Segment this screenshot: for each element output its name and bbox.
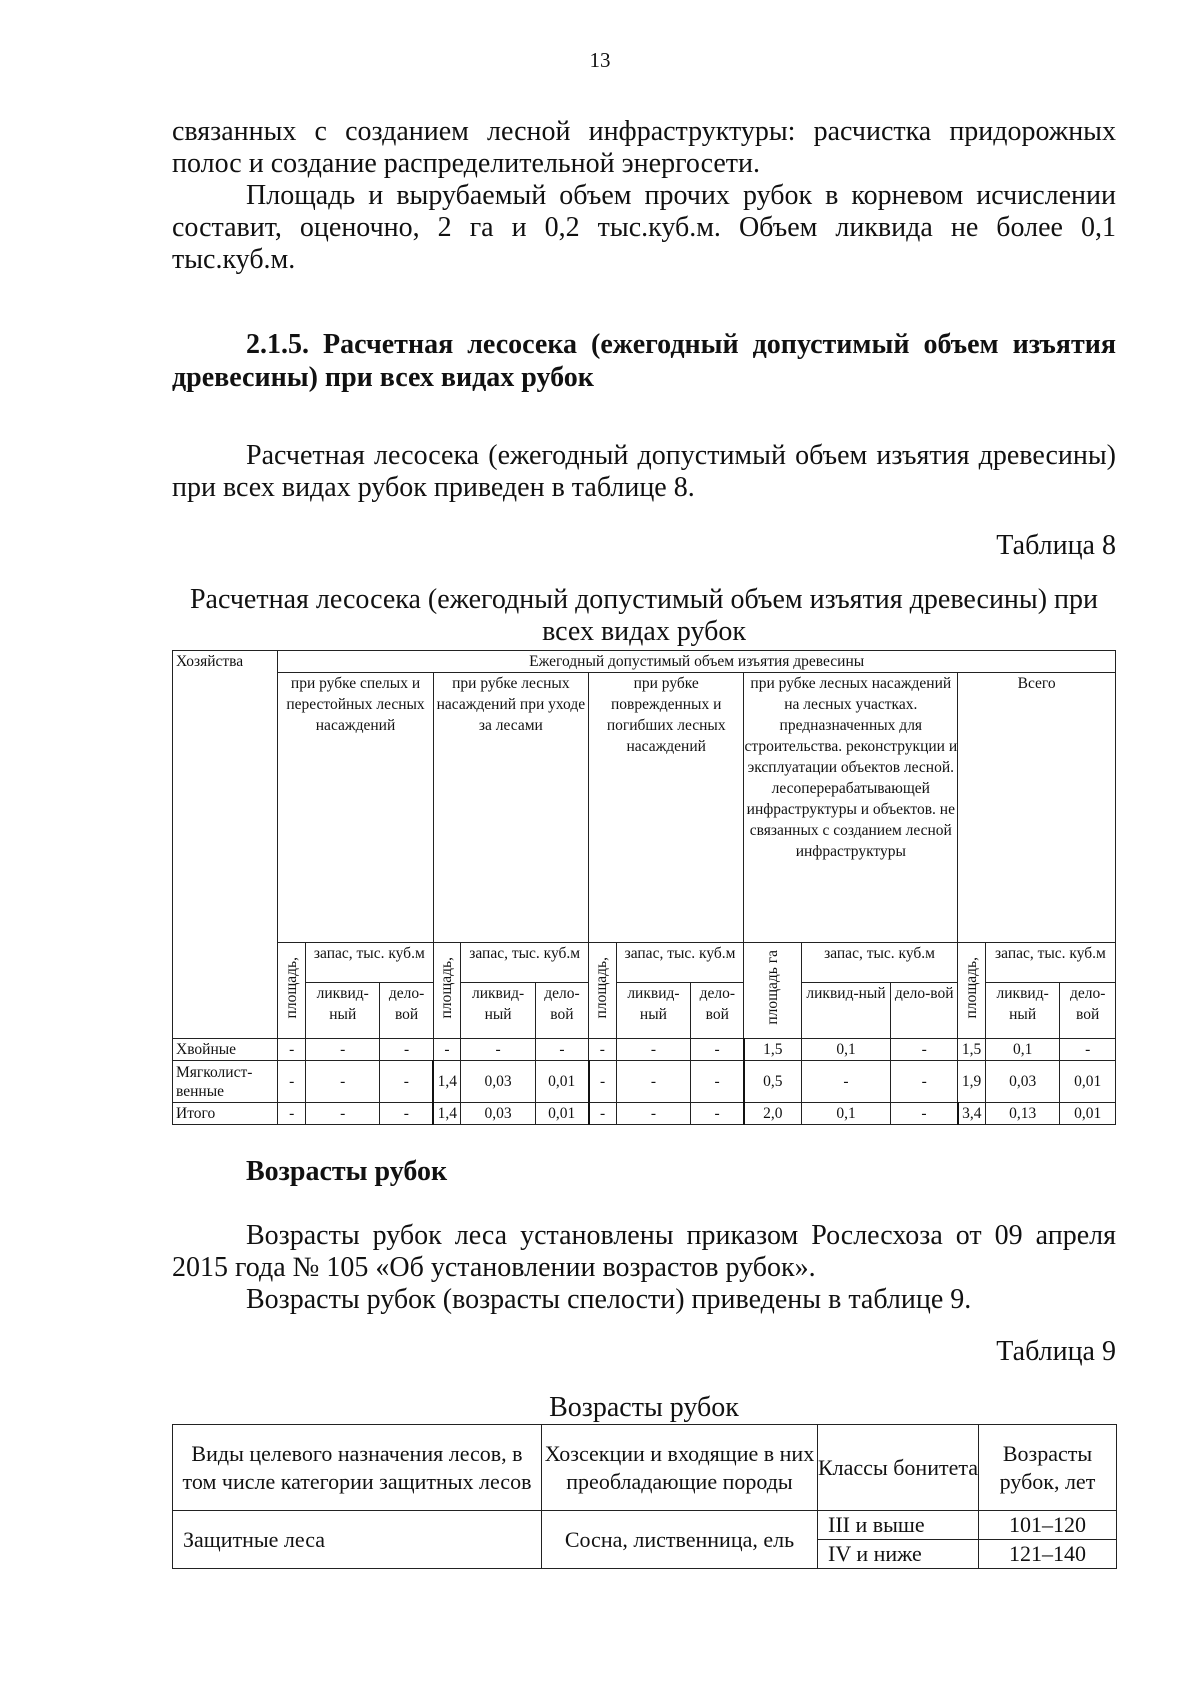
intro-paragraph-1: связанных с созданием лесной инфраструктуры: расчистка придорожных полос и создание распределительной энергосети. [172, 116, 1116, 179]
cell: 0,01 [535, 1061, 588, 1103]
ages-text [172, 1220, 1116, 1316]
table8-caption: Расчетная лесосека (ежегодный допустимый объем изъятия древесины) при всех видах рубок [189, 584, 1099, 647]
header-business: дело-вой [891, 983, 958, 1039]
cell: 1,5 [744, 1039, 801, 1061]
header-area-label: площадь га [763, 950, 781, 1025]
header-group-construction: при рубке лесных насаждений на лесных участках. предназначенных для строительства. реконструкции и эксплуатации объектов лесной. лесоперерабатывающей инфраструктуры и объектов. не связанных с созданием лесной инфраструктуры [744, 673, 958, 943]
cell: - [589, 1061, 617, 1103]
cell: - [691, 1103, 744, 1125]
cell: 0,01 [1060, 1061, 1116, 1103]
cell: - [306, 1039, 380, 1061]
cell: - [380, 1061, 433, 1103]
table8-intro [172, 440, 1116, 504]
cell: - [589, 1103, 617, 1125]
header-business: дело-вой [535, 983, 588, 1039]
header-liquid: ликвид-ный [985, 983, 1059, 1039]
cell: - [278, 1103, 306, 1125]
bonitet-cell: III и выше [818, 1511, 979, 1540]
header-area-label: площадь, [438, 956, 456, 1019]
cell: 0,01 [535, 1103, 588, 1125]
table8 [172, 650, 1116, 1125]
header-main: Ежегодный допустимый объем изъятия древесины [278, 651, 1116, 673]
header-stock-2: запас, тыс. куб.м [461, 943, 589, 983]
cell: 0,13 [985, 1103, 1059, 1125]
row-name: Итого [173, 1103, 278, 1125]
bonitet-cell: IV и ниже [818, 1540, 979, 1569]
cell: - [891, 1103, 958, 1125]
header-group-total: Всего [958, 673, 1116, 943]
cell: - [691, 1039, 744, 1061]
cell: 0,1 [801, 1039, 890, 1061]
header-liquid: ликвид-ный [801, 983, 890, 1039]
cell: - [691, 1061, 744, 1103]
cell: 1,9 [958, 1061, 986, 1103]
row-name: Хвойные [173, 1039, 278, 1061]
table8-label: Таблица 8 [996, 530, 1116, 561]
cell: - [616, 1039, 690, 1061]
cell: - [535, 1039, 588, 1061]
cell: - [616, 1103, 690, 1125]
cell: - [1060, 1039, 1116, 1061]
cell: - [801, 1061, 890, 1103]
table-row [173, 1103, 1116, 1125]
cell: 0,03 [985, 1061, 1059, 1103]
table9-label: Таблица 9 [996, 1336, 1116, 1367]
table8-intro-paragraph: Расчетная лесосека (ежегодный допустимый объем изъятия древесины) при всех видах рубок приведен в таблице 8. [172, 440, 1116, 503]
header-business: дело-вой [691, 983, 744, 1039]
cell: - [891, 1039, 958, 1061]
cell: - [433, 1039, 461, 1061]
table9-caption: Возрасты рубок [549, 1392, 739, 1423]
header-area-label: площадь, [962, 956, 980, 1019]
cell: - [278, 1039, 306, 1061]
cell: 3,4 [958, 1103, 986, 1125]
cell: - [278, 1061, 306, 1103]
cell: 0,03 [461, 1061, 535, 1103]
ages-paragraph-2: Возрасты рубок (возрасты спелости) приведены в таблице 9. [246, 1284, 972, 1315]
page-number: 13 [589, 48, 611, 72]
header-purpose: Виды целевого назначения лесов, в том числе категории защитных лесов [173, 1425, 542, 1511]
cell: 0,01 [1060, 1103, 1116, 1125]
cell: 1,4 [433, 1103, 461, 1125]
age-cell: 121–140 [979, 1540, 1117, 1569]
header-liquid: ликвид-ный [616, 983, 690, 1039]
header-farms: Хозяйства [173, 651, 278, 1039]
table-row [173, 1039, 1116, 1061]
cell: - [891, 1061, 958, 1103]
cell: 0,03 [461, 1103, 535, 1125]
purpose-cell: Защитные леса [173, 1511, 542, 1569]
header-group-care: при рубке лесных насаждений при уходе за лесами [433, 673, 588, 943]
header-stock-1: запас, тыс. куб.м [306, 943, 434, 983]
cell: - [589, 1039, 617, 1061]
header-bonitet: Классы бонитета [818, 1425, 979, 1511]
age-cell: 101–120 [979, 1511, 1117, 1540]
intro-text [172, 116, 1116, 276]
cell: - [380, 1039, 433, 1061]
cell: - [380, 1103, 433, 1125]
header-group-damaged: при рубке поврежденных и погибших лесных насаждений [589, 673, 744, 943]
cell: - [306, 1061, 380, 1103]
header-business: дело-вой [380, 983, 433, 1039]
ages-heading: Возрасты рубок [246, 1156, 448, 1187]
cell: 0,5 [744, 1061, 801, 1103]
ages-paragraph-1: Возрасты рубок леса установлены приказом Рослесхоза от 09 апреля 2015 года № 105 «Об установлении возрастов рубок». [172, 1220, 1116, 1283]
header-stock-3: запас, тыс. куб.м [616, 943, 744, 983]
header-stock-4: запас, тыс. куб.м [801, 943, 957, 983]
header-area-3 [589, 943, 617, 1039]
header-species: Хозсекции и входящие в них преобладающие породы [542, 1425, 818, 1511]
header-area-5 [958, 943, 986, 1039]
cell: - [306, 1103, 380, 1125]
cell: - [616, 1061, 690, 1103]
table-row [173, 1061, 1116, 1103]
header-liquid: ликвид-ный [306, 983, 380, 1039]
table9 [172, 1424, 1117, 1569]
header-area-label: площадь, [282, 956, 300, 1019]
intro-paragraph-2: Площадь и вырубаемый объем прочих рубок в корневом исчислении составит, оценочно, 2 га и 0,2 тыс.куб.м. Объем ликвида не более 0,1 тыс.куб.м. [172, 180, 1116, 275]
species-cell: Сосна, лиственница, ель [542, 1511, 818, 1569]
table-row [173, 1511, 1117, 1540]
cell: - [461, 1039, 535, 1061]
cell: 1,4 [433, 1061, 461, 1103]
header-area-2 [433, 943, 461, 1039]
header-business: дело-вой [1060, 983, 1116, 1039]
cell: 2,0 [744, 1103, 801, 1125]
cell: 0,1 [801, 1103, 890, 1125]
row-name: Мягколист-венные [173, 1061, 278, 1103]
header-area-1 [278, 943, 306, 1039]
cell: 1,5 [958, 1039, 986, 1061]
header-area-4 [744, 943, 801, 1039]
header-liquid: ликвид-ный [461, 983, 535, 1039]
header-stock-5: запас, тыс. куб.м [985, 943, 1115, 983]
header-age: Возрасты рубок, лет [979, 1425, 1117, 1511]
cell: 0,1 [985, 1039, 1059, 1061]
header-group-mature: при рубке спелых и перестойных лесных насаждений [278, 673, 433, 943]
section-heading: 2.1.5. Расчетная лесосека (ежегодный допустимый объем изъятия древесины) при всех видах рубок [172, 329, 1116, 393]
header-area-label: площадь, [593, 956, 611, 1019]
